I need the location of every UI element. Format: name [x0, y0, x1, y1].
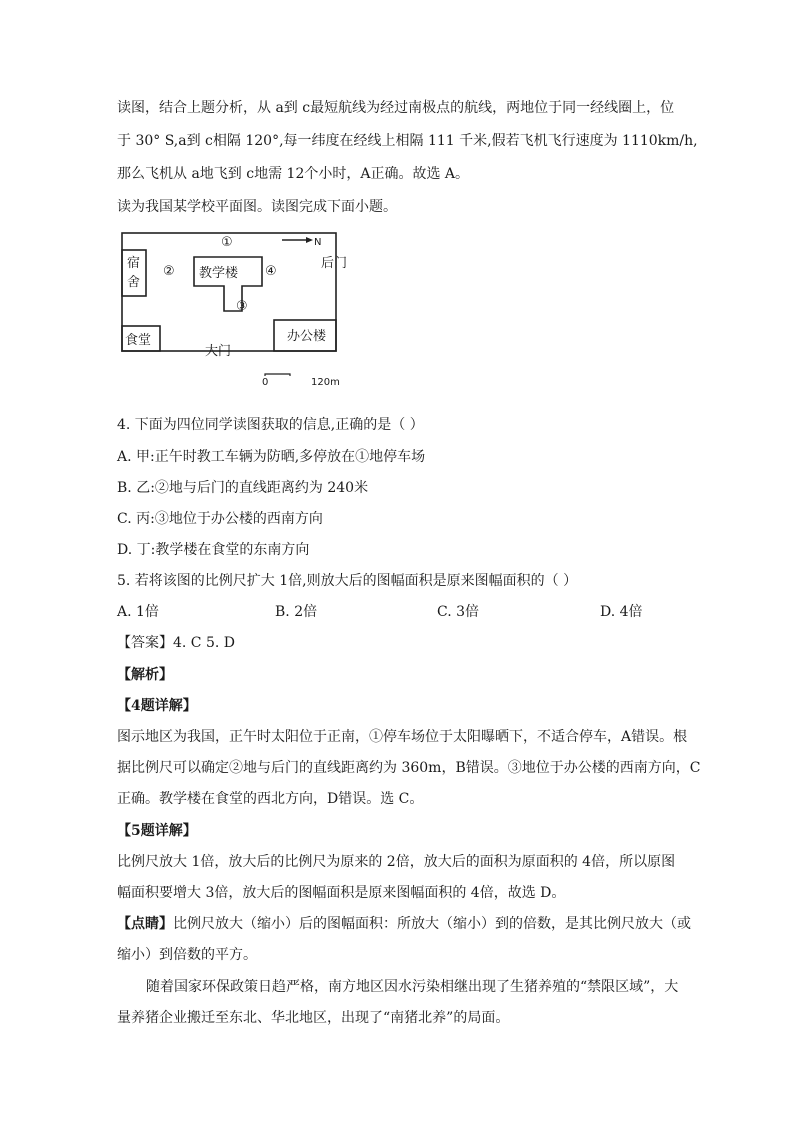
q5-detail-line-2: 幅面积要增大 3倍，放大后的图幅面积是原来图幅面积的 4倍，故选 D。	[117, 885, 566, 901]
office-building-label: 办公楼	[287, 329, 327, 344]
q5-detail-line-1: 比例尺放大 1倍，放大后的比例尺为原来的 2倍，放大后的面积为原面积的 4倍，所以原图	[117, 854, 676, 870]
map-marker-1: ①	[221, 235, 233, 250]
q4-detail-line-1: 图示地区为我国，正午时太阳位于正南，①停车场位于太阳曝晒下，不适合停车，A错误。根	[117, 729, 688, 745]
map-marker-3: ③	[236, 299, 248, 314]
canteen-label: 食堂	[125, 333, 152, 348]
tip-label: 【点睛】	[117, 916, 173, 932]
q4-detail-heading: 【4题详解】	[117, 698, 197, 714]
q5-option-c: C. 3倍	[437, 604, 480, 620]
analysis-heading: 【解析】	[117, 667, 173, 683]
q4-detail-line-2: 据比例尺可以确定②地与后门的直线距离约为 360m，B错误。③地位于办公楼的西南方向，C	[117, 760, 701, 776]
dorm-label-line2: 舍	[127, 275, 141, 290]
final-paragraph-line-2: 量养猪企业搬迁至东北、华北地区，出现了“南猪北养”的局面。	[117, 1010, 510, 1026]
main-gate-label: 大门	[205, 344, 232, 359]
intro-line-1: 读图，结合上题分析，从 a到 c最短航线为经过南极点的航线，两地位于同一经线圈上，位	[117, 100, 675, 116]
q4-option-a: A. 甲:正午时教工车辆为防晒,多停放在①地停车场	[117, 449, 426, 465]
scale-zero-label: 0	[262, 377, 269, 388]
back-gate-label: 后门	[321, 256, 348, 271]
tip-line-2: 缩小）到倍数的平方。	[117, 947, 257, 963]
north-label: N	[314, 237, 322, 248]
intro-line-3: 那么飞机从 a地飞到 c地需 12个小时，A正确。故选 A。	[117, 166, 470, 182]
q4-stem: 4. 下面为四位同学读图获取的信息,正确的是（ ）	[117, 417, 424, 433]
q5-stem: 5. 若将该图的比例尺扩大 1倍,则放大后的图幅面积是原来图幅面积的（ ）	[117, 573, 578, 589]
tip-line-1	[117, 915, 691, 933]
scale-end-label: 120m	[311, 377, 340, 388]
final-paragraph-line-1: 随着国家环保政策日趋严格，南方地区因水污染相继出现了生猪养殖的“禁限区域”，大	[146, 979, 679, 995]
intro-line-2: 于 30° S,a到 c相隔 120°,每一纬度在经线上相隔 111 千米,假若飞机飞行速度为 1110km/h,	[117, 133, 698, 149]
q4-detail-line-3: 正确。教学楼在食堂的西北方向，D错误。选 C。	[117, 791, 424, 807]
q5-detail-heading: 【5题详解】	[117, 823, 197, 839]
q5-option-a: A. 1倍	[117, 604, 159, 620]
q4-option-d: D. 丁:教学楼在食堂的东南方向	[117, 542, 310, 558]
map-marker-4: ④	[265, 264, 277, 279]
dorm-label-line1: 宿	[127, 256, 141, 271]
q4-option-b: B. 乙:②地与后门的直线距离约为 240米	[117, 480, 369, 496]
school-map-figure	[118, 228, 348, 390]
map-prompt: 读为我国某学校平面图。读图完成下面小题。	[117, 199, 397, 215]
q4-option-c: C. 丙:③地位于办公楼的西南方向	[117, 511, 323, 527]
answer-line: 【答案】4. C 5. D	[117, 635, 236, 651]
q5-option-d: D. 4倍	[600, 604, 643, 620]
q5-option-b: B. 2倍	[275, 604, 318, 620]
map-marker-2: ②	[163, 264, 175, 279]
teaching-building-label: 教学楼	[199, 266, 239, 281]
tip-text-1: 比例尺放大（缩小）后的图幅面积：所放大（缩小）到的倍数，是其比例尺放大（或	[173, 916, 691, 932]
